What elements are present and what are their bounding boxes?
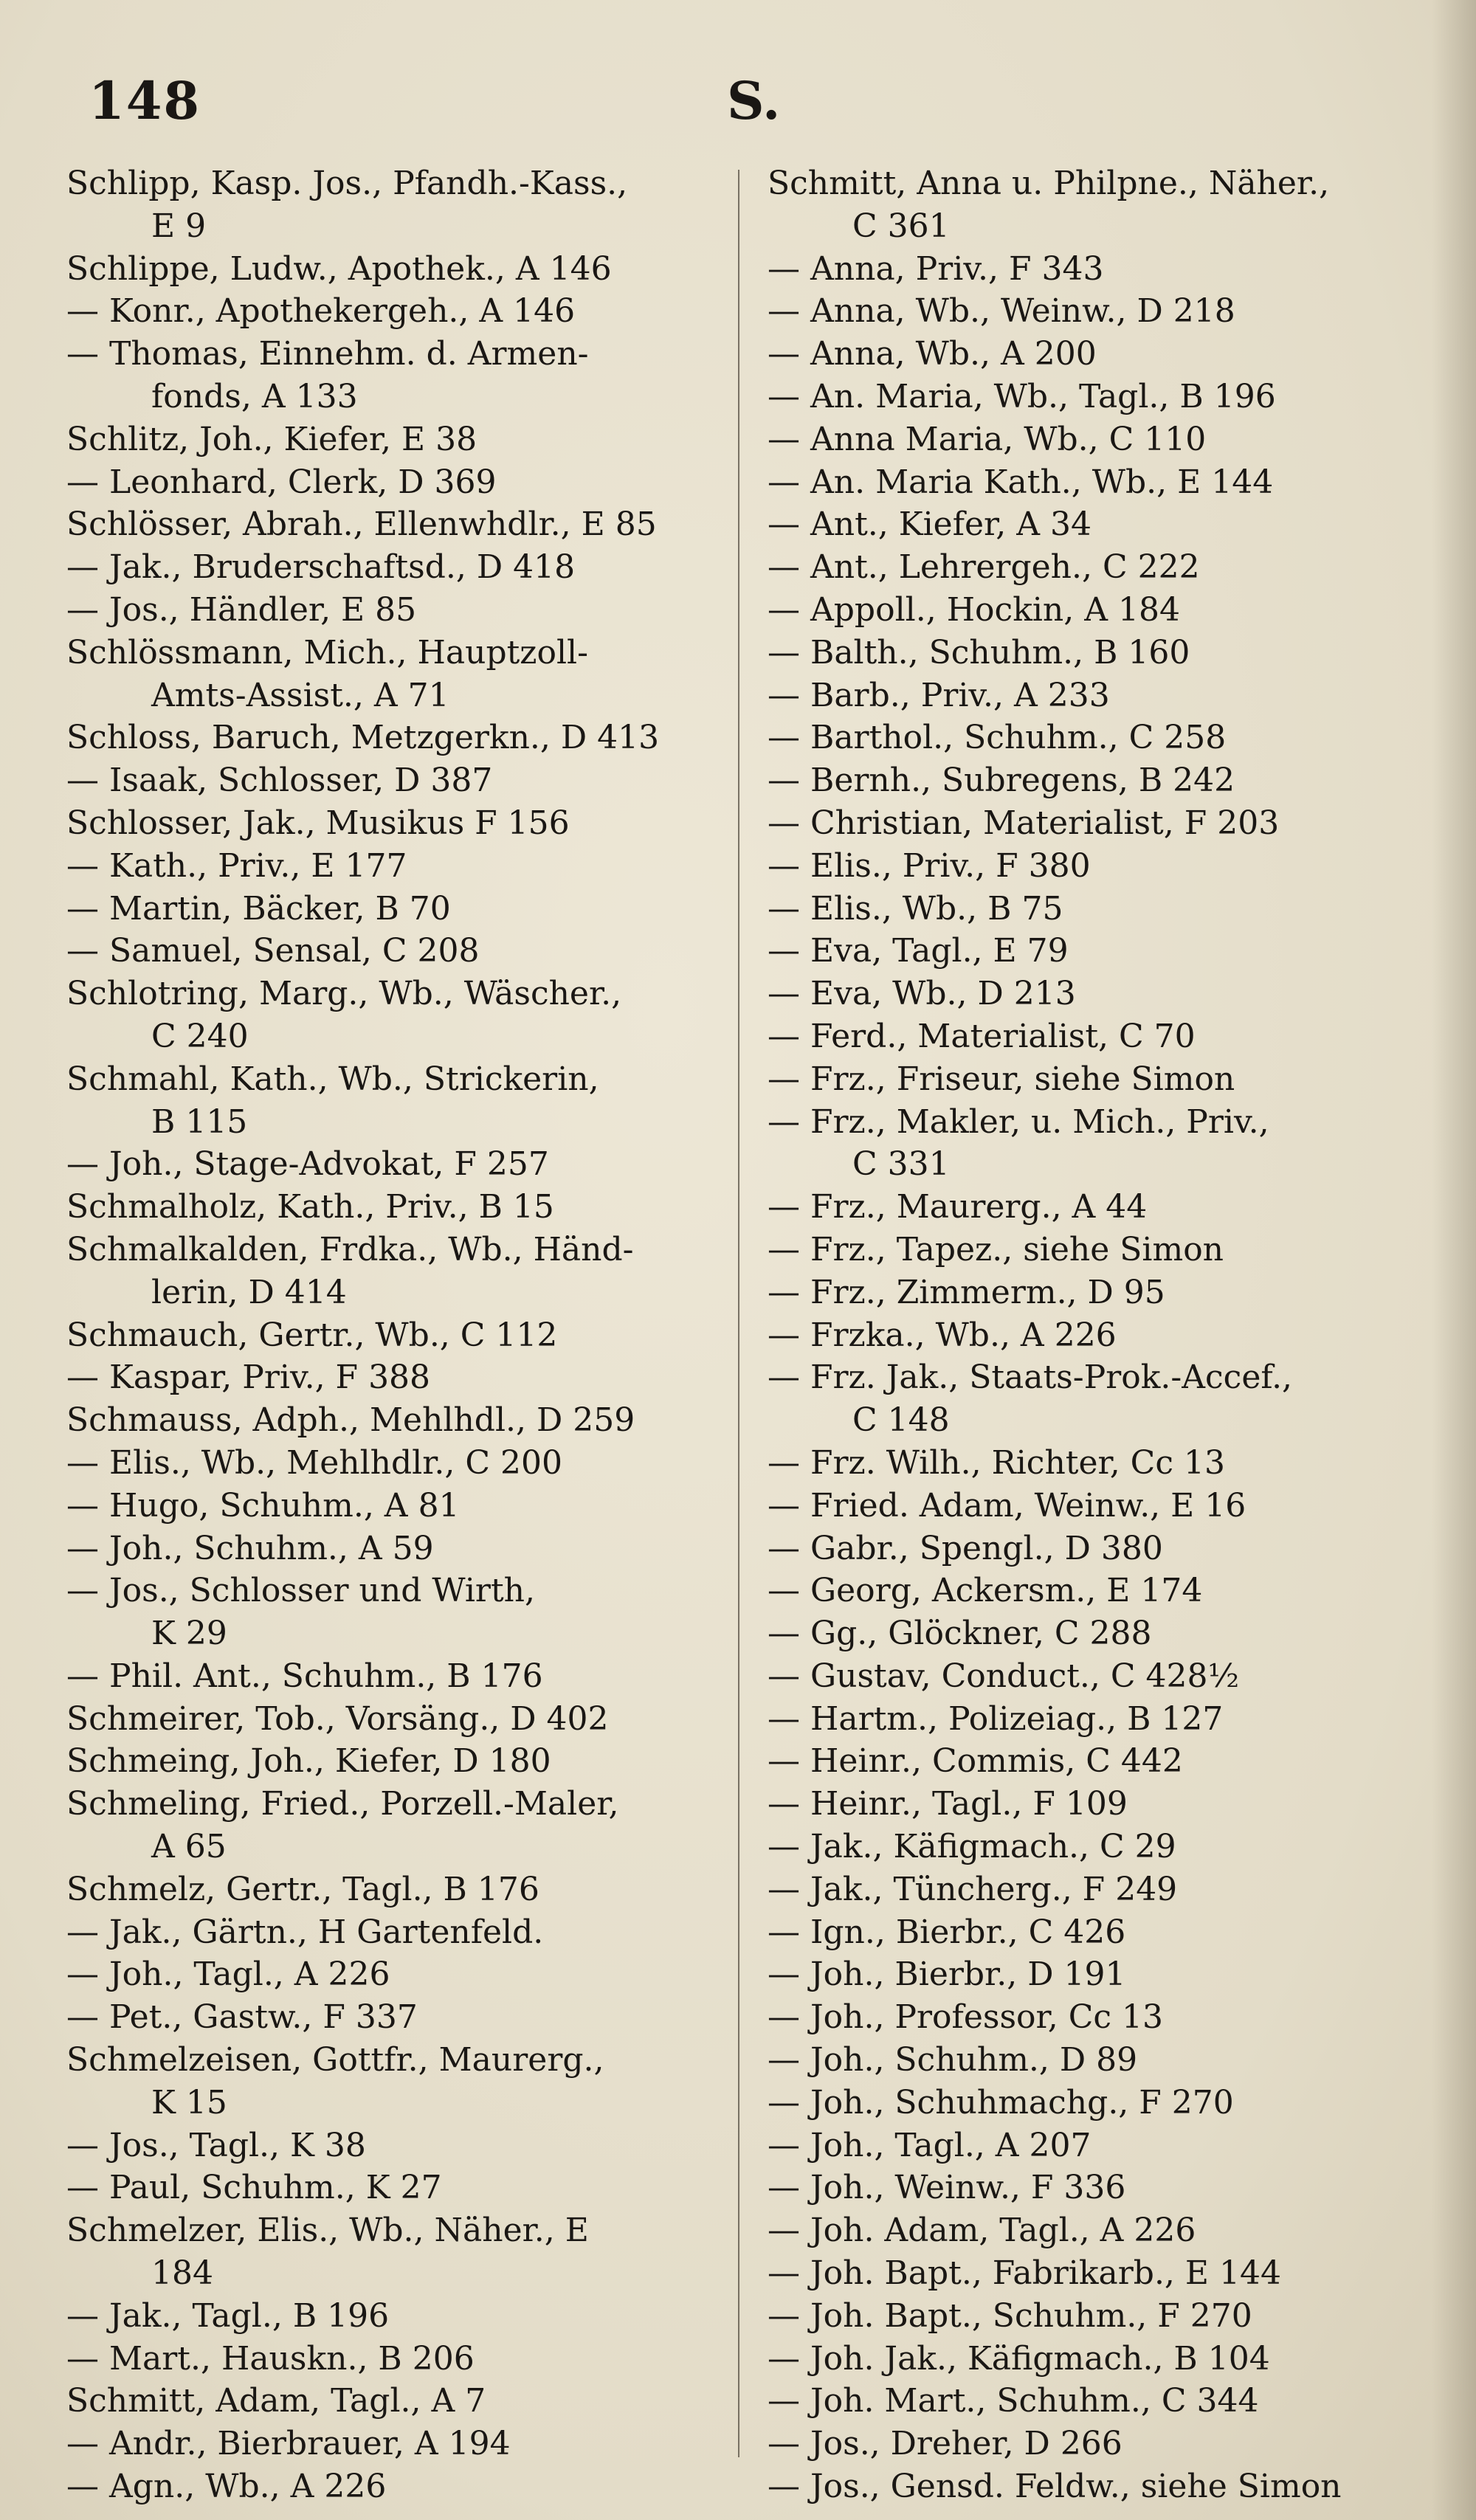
directory-entry: B 115 [151, 1102, 248, 1141]
directory-entry: — Samuel, Sensal, C 208 [66, 932, 480, 970]
directory-entry: Schlösser, Abrah., Ellenwhdlr., E 85 [66, 505, 657, 544]
directory-entry: — Bernh., Subregens, B 242 [768, 762, 1235, 800]
directory-entry: — Heinr., Commis, C 442 [768, 1742, 1183, 1781]
directory-entry: K 15 [151, 2083, 227, 2122]
directory-entry: — Frzka., Wb., A 226 [768, 1316, 1117, 1354]
directory-entry: — Frz. Jak., Staats-Prok.-Accef., [768, 1359, 1293, 1397]
directory-entry: — Joh. Mart., Schuhm., C 344 [768, 2382, 1259, 2420]
directory-entry: — Christian, Materialist, F 203 [768, 804, 1280, 842]
directory-entry: — Frz., Friseur, siehe Simon [768, 1060, 1235, 1098]
directory-entry: — Elis., Priv., F 380 [768, 846, 1091, 885]
directory-entry: Schmelzer, Elis., Wb., Näher., E [66, 2212, 589, 2250]
directory-entry: C 331 [852, 1145, 950, 1184]
directory-entry: — Joh., Schuhmachg., F 270 [768, 2083, 1234, 2122]
directory-entry: — Andr., Bierbrauer, A 194 [66, 2425, 511, 2463]
directory-entry: — Ign., Bierbr., C 426 [768, 1913, 1126, 1951]
directory-entry: — Eva, Wb., D 213 [768, 975, 1076, 1013]
directory-entry: — Paul, Schuhm., K 27 [66, 2169, 442, 2207]
directory-entry: — Anna, Wb., Weinw., D 218 [768, 292, 1235, 331]
directory-entry: — Pet., Gastw., F 337 [66, 1998, 418, 2037]
directory-entry: Schmalkalden, Frdka., Wb., Händ- [66, 1230, 634, 1268]
directory-entry: — Agn., Wb., A 226 [66, 2468, 387, 2506]
directory-entry: — Ant., Lehrergeh., C 222 [768, 548, 1200, 587]
directory-entry: Schmitt, Adam, Tagl., A 7 [66, 2382, 486, 2420]
directory-entry: — Jos., Dreher, D 266 [768, 2425, 1122, 2463]
directory-entry: A 65 [151, 1828, 227, 1866]
directory-entry: Schmauss, Adph., Mehlhdl., D 259 [66, 1401, 635, 1440]
directory-entry: — Frz., Tapez., siehe Simon [768, 1230, 1224, 1268]
directory-entry: Schlipp, Kasp. Jos., Pfandh.-Kass., [66, 165, 628, 202]
directory-entry: — Georg, Ackersm., E 174 [768, 1572, 1203, 1610]
directory-entry: Schlippe, Ludw., Apothek., A 146 [66, 249, 612, 288]
directory-entry: — Jak., Tüncherg., F 249 [768, 1870, 1178, 1908]
directory-entry: — Martin, Bäcker, B 70 [66, 889, 451, 928]
directory-entry: — Barthol., Schuhm., C 258 [768, 719, 1227, 757]
directory-entry: — Barb., Priv., A 233 [768, 676, 1110, 714]
left-column [66, 162, 731, 2508]
directory-entry: — Jos., Tagl., K 38 [66, 2126, 366, 2164]
directory-entry: — Eva, Tagl., E 79 [768, 932, 1069, 970]
directory-entry: — Jak., Tagl., B 196 [66, 2296, 390, 2335]
directory-entry: Schmeirer, Tob., Vorsäng., D 402 [66, 1699, 609, 1738]
directory-entry: — Joh., Schuhm., D 89 [768, 2041, 1138, 2079]
directory-entry: Schmalholz, Kath., Priv., B 15 [66, 1188, 554, 1226]
directory-entry: — Joh., Schuhm., A 59 [66, 1529, 434, 1567]
directory-entry: — Joh. Bapt., Schuhm., F 270 [768, 2296, 1252, 2335]
directory-entry: — Gustav, Conduct., C 428½ [768, 1657, 1240, 1695]
directory-entry: — Konr., Apothekergeh., A 146 [66, 292, 576, 331]
directory-entry: — Joh., Tagl., A 207 [768, 2126, 1092, 2164]
section-letter: S. [727, 70, 781, 131]
directory-entry: — Anna, Priv., F 343 [768, 249, 1104, 288]
directory-entry: — Phil. Ant., Schuhm., B 176 [66, 1657, 543, 1695]
directory-entry: Schloss, Baruch, Metzgerkn., D 413 [66, 719, 660, 757]
directory-entry: Schmeing, Joh., Kiefer, D 180 [66, 1742, 551, 1781]
directory-entry: — Anna, Wb., A 200 [768, 335, 1097, 373]
directory-entry: Schmahl, Kath., Wb., Strickerin, [66, 1060, 599, 1098]
directory-entry: 184 [151, 2254, 213, 2293]
directory-entry: Schmauch, Gertr., Wb., C 112 [66, 1316, 558, 1354]
directory-entry: Schlotring, Marg., Wb., Wäscher., [66, 975, 622, 1013]
directory-entry: — Joh., Tagl., A 226 [66, 1955, 390, 1994]
directory-entry: — Jak., Gärtn., H Gartenfeld. [66, 1913, 544, 1951]
directory-entry: — Leonhard, Clerk, D 369 [66, 463, 497, 501]
directory-entry: — Elis., Wb., Mehlhdlr., C 200 [66, 1443, 563, 1482]
directory-entry: — Appoll., Hockin, A 184 [768, 590, 1180, 629]
column-divider [738, 170, 739, 2457]
directory-entry: Schmitt, Anna u. Philpne., Näher., [768, 165, 1330, 202]
directory-entry: — Joh., Professor, Cc 13 [768, 1998, 1163, 2037]
directory-entry: — Frz., Maurerg., A 44 [768, 1188, 1148, 1226]
directory-entry: lerin, D 414 [151, 1273, 347, 1311]
directory-entry: — Frz., Zimmerm., D 95 [768, 1273, 1165, 1311]
directory-entry: — Fried. Adam, Weinw., E 16 [768, 1486, 1246, 1525]
directory-entry: — Jak., Bruderschaftsd., D 418 [66, 548, 576, 587]
directory-entry: — Kaspar, Priv., F 388 [66, 1359, 431, 1397]
directory-entry: — Anna Maria, Wb., C 110 [768, 420, 1207, 458]
directory-entry: — Jos., Schlosser und Wirth, [66, 1572, 535, 1610]
directory-entry: Schlosser, Jak., Musikus F 156 [66, 804, 570, 842]
directory-entry: Schlössmann, Mich., Hauptzoll- [66, 633, 588, 672]
directory-entry: E 9 [151, 207, 207, 245]
directory-entry: — Ferd., Materialist, C 70 [768, 1017, 1196, 1055]
directory-entry: — Joh., Bierbr., D 191 [768, 1955, 1126, 1994]
directory-entry: — Gg., Glöckner, C 288 [768, 1615, 1152, 1653]
directory-entry: — Joh., Weinw., F 336 [768, 2169, 1126, 2207]
directory-entry: — Frz., Makler, u. Mich., Priv., [768, 1102, 1269, 1141]
directory-entry: Schmeling, Fried., Porzell.-Maler, [66, 1785, 619, 1823]
directory-entry: C 148 [852, 1401, 950, 1440]
directory-entry: C 240 [151, 1017, 249, 1055]
directory-entry: — Jos., Gensd. Feldw., siehe Simon [768, 2468, 1342, 2506]
directory-entry: — Jak., Käfigmach., C 29 [768, 1828, 1176, 1866]
directory-entry: C 361 [852, 207, 950, 245]
directory-entry: — Mart., Hauskn., B 206 [66, 2339, 475, 2378]
directory-entry: — Balth., Schuhm., B 160 [768, 633, 1190, 672]
directory-entry: — Hartm., Polizeiag., B 127 [768, 1699, 1224, 1738]
directory-entry: — An. Maria Kath., Wb., E 144 [768, 463, 1274, 501]
directory-entry: Schmelz, Gertr., Tagl., B 176 [66, 1870, 539, 1908]
directory-entry: — Thomas, Einnehm. d. Armen- [66, 335, 589, 373]
directory-entry: — Joh., Stage-Advokat, F 257 [66, 1145, 549, 1184]
directory-entry: — An. Maria, Wb., Tagl., B 196 [768, 377, 1276, 415]
directory-entry: fonds, A 133 [151, 377, 358, 415]
directory-entry: — Heinr., Tagl., F 109 [768, 1785, 1128, 1823]
page-edge-shadow [1432, 0, 1476, 2520]
directory-entry: K 29 [151, 1615, 227, 1653]
page-number: 148 [89, 70, 201, 131]
right-column [768, 162, 1417, 2508]
directory-entry: — Jos., Händler, E 85 [66, 590, 417, 629]
directory-entry: — Elis., Wb., B 75 [768, 889, 1063, 928]
directory-entry: — Gabr., Spengl., D 380 [768, 1529, 1163, 1567]
directory-entry: Schmelzeisen, Gottfr., Maurerg., [66, 2041, 604, 2079]
directory-entry: Schlitz, Joh., Kiefer, E 38 [66, 420, 477, 458]
directory-entry: — Hugo, Schuhm., A 81 [66, 1486, 460, 1525]
directory-entry: Amts-Assist., A 71 [151, 676, 449, 714]
directory-entry: — Isaak, Schlosser, D 387 [66, 762, 493, 800]
directory-entry: — Ant., Kiefer, A 34 [768, 505, 1092, 544]
directory-entry: — Joh. Adam, Tagl., A 226 [768, 2212, 1196, 2250]
directory-entry: — Frz. Wilh., Richter, Cc 13 [768, 1443, 1225, 1482]
directory-entry: — Joh. Bapt., Fabrikarb., E 144 [768, 2254, 1281, 2293]
directory-entry: — Joh. Jak., Käfigmach., B 104 [768, 2339, 1270, 2378]
directory-entry: — Kath., Priv., E 177 [66, 846, 407, 885]
